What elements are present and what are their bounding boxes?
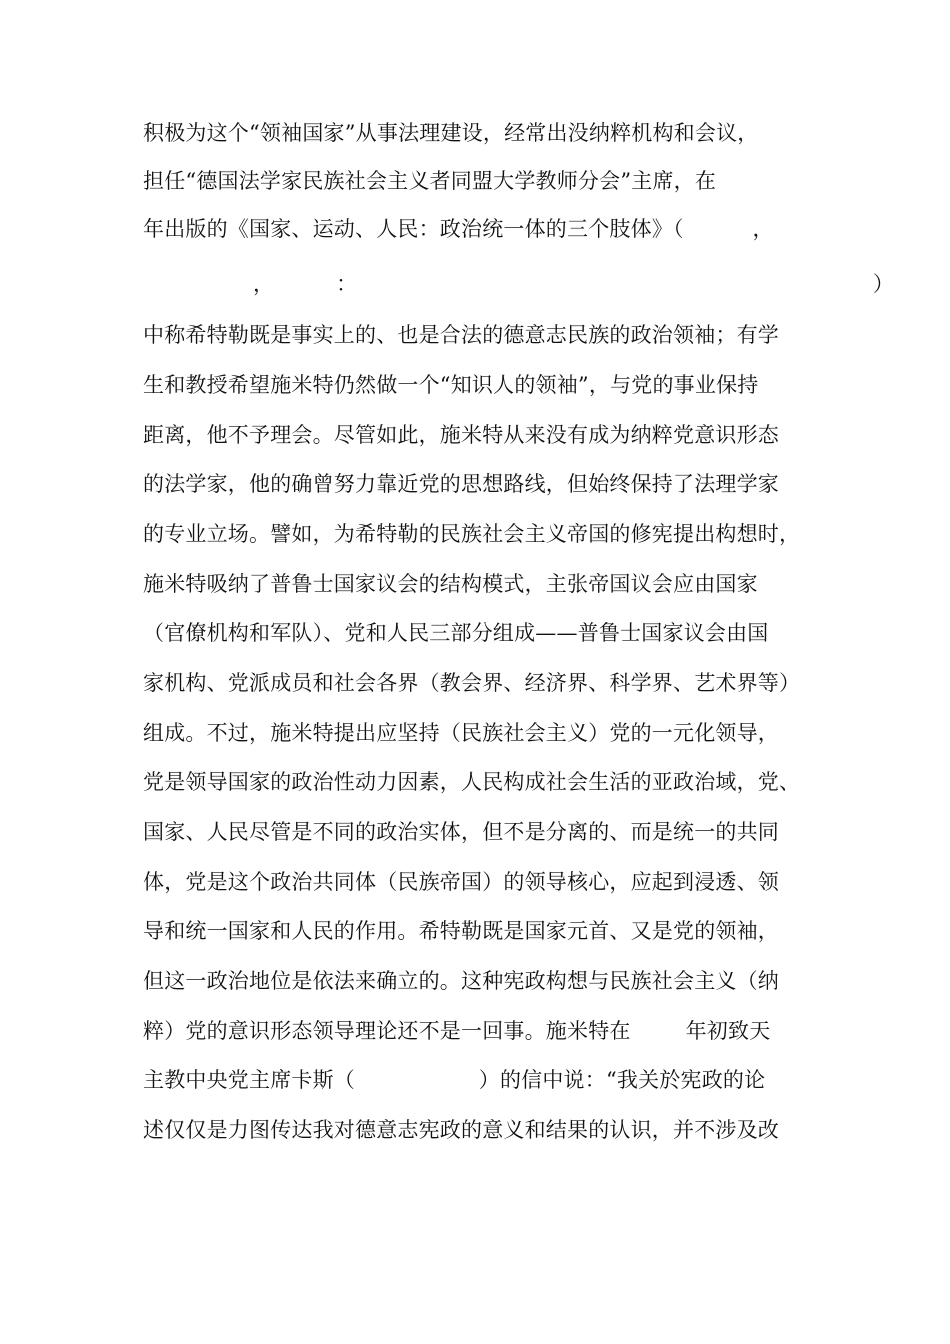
text-line: 积极为这个“领袖国家”从事法理建设，经常出没纳粹机构和会议， <box>143 121 759 145</box>
text-line: 粹）党的意识形态领导理论还不是一回事。施米特在 年初致天 <box>143 1019 771 1043</box>
text-line: 导和统一国家和人民的作用。希特勒既是国家元首、又是党的领袖， <box>143 919 779 943</box>
text-line: 党是领导国家的政治性动力因素，人民构成社会生活的亚政治域，党、 <box>143 770 801 794</box>
text-line: 家机构、党派成员和社会各界（教会界、经济界、科学界、艺术界等） <box>143 671 801 695</box>
text-line: 体，党是这个政治共同体（民族帝国）的领导核心，应起到浸透、领 <box>143 870 779 894</box>
text-line: 生和教授希望施米特仍然做一个“知识人的领袖”，与党的事业保持 <box>143 373 759 397</box>
text-line: 的法学家，他的确曾努力靠近党的思想路线，但始终保持了法理学家 <box>143 472 779 496</box>
text-line: 国家、人民尽管是不同的政治实体，但不是分离的、而是统一的共同 <box>143 820 779 844</box>
text-line: 的专业立场。譬如，为希特勒的民族社会主义帝国的修宪提出构想时， <box>143 522 801 546</box>
text-line: 述仅仅是力图传达我对德意志宪政的意义和结果的认识，并不涉及改 <box>143 1118 779 1142</box>
text-line: 组成。不过，施米特提出应坚持（民族社会主义）党的一元化领导， <box>143 721 779 745</box>
text-line: 但这一政治地位是依法来确立的。这种宪政构想与民族社会主义（纳 <box>143 969 779 993</box>
text-line: 担任“德国法学家民族社会主义者同盟大学教师分会”主席，在 <box>143 169 717 193</box>
text-line: 距离，他不予理会。尽管如此，施米特从来没有成为纳粹党意识形态 <box>143 423 779 447</box>
text-line: （官僚机构和军队）、党和人民三部分组成——普鲁士国家议会由国 <box>143 621 769 645</box>
text-line: 施米特吸纳了普鲁士国家议会的结构模式，主张帝国议会应由国家 <box>143 572 758 596</box>
text-line: 主教中央党主席卡斯（ ）的信中说：“我关於宪政的论 <box>143 1068 766 1092</box>
text-line: ， ： ） <box>143 272 895 296</box>
text-line: 中称希特勒既是事实上的、也是合法的德意志民族的政治领袖；有学 <box>143 323 779 347</box>
text-line: 年出版的《国家、运动、人民：政治统一体的三个肢体》（ ， <box>143 217 774 241</box>
